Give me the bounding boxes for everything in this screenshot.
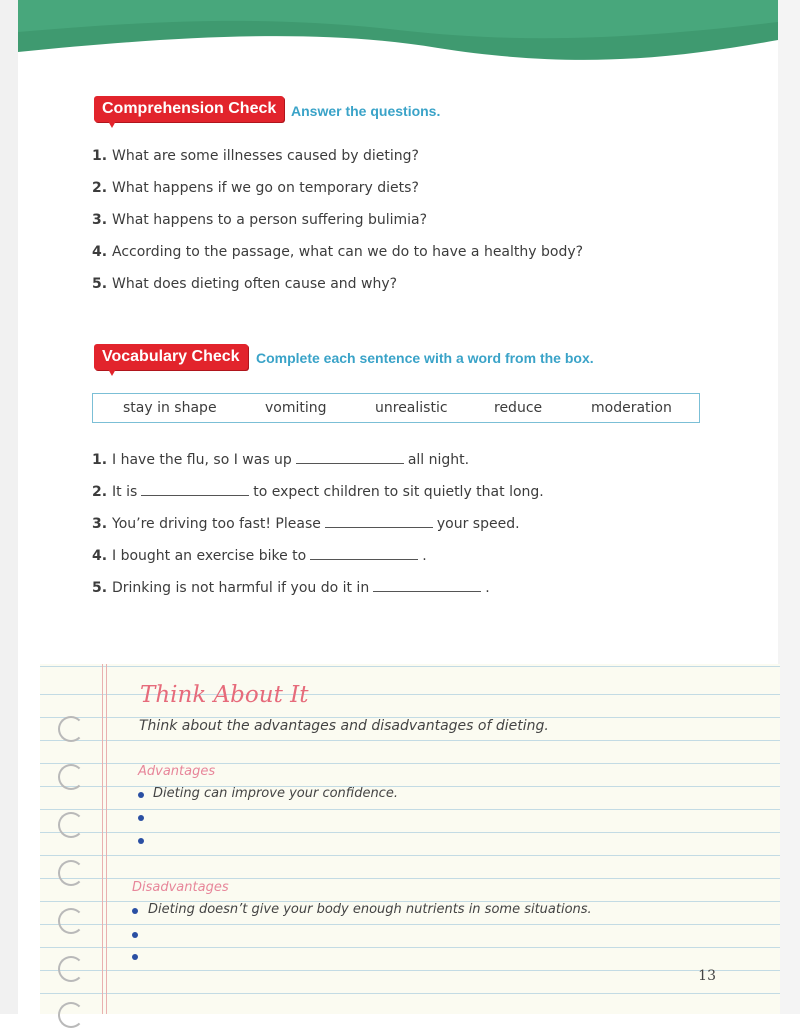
sentence-number: 1. [92,452,108,468]
vocabulary-sentence-list [92,450,544,610]
think-about-it-title: Think About It [140,682,309,708]
sentence-number: 5. [92,580,108,596]
word-box [92,393,700,423]
sentence-start: I bought an exercise bike to [112,548,307,564]
notebook-margin-line [106,664,107,1014]
answer-blank[interactable] [310,547,418,560]
sentence-start: It is [112,484,138,500]
question-text: What happens to a person suffering bulimia? [112,212,428,228]
bullet-icon [132,932,138,938]
page-right-edge [778,0,800,1014]
comprehension-question-list [92,146,583,306]
sentence-end: all night. [407,452,470,468]
page-number: 13 [698,968,716,984]
notebook-ring-icon [58,908,84,934]
bullet-icon [138,815,144,821]
word-box-item: unrealistic [375,400,448,416]
sentence-start: Drinking is not harmful if you do it in [112,580,370,596]
bullet-icon [138,792,144,798]
question-text: What are some illnesses caused by dieting? [112,148,419,164]
question-text: What happens if we go on temporary diets? [112,180,419,196]
advantage-item[interactable]: Dieting can improve your confidence. [153,786,398,801]
question-number: 2. [92,180,108,196]
bullet-icon [138,838,144,844]
sentence-start: You’re driving too fast! Please [112,516,321,532]
think-about-it-notebook [40,664,780,1014]
notebook-ring-icon [58,956,84,982]
vocabulary-check-tag: Vocabulary Check [94,344,248,370]
disadvantages-label: Disadvantages [132,880,229,895]
question-number: 1. [92,148,108,164]
sentence-item [92,514,544,546]
question-number: 3. [92,212,108,228]
sentence-start: I have the flu, so I was up [112,452,292,468]
notebook-margin-line [102,664,103,1014]
sentence-number: 3. [92,516,108,532]
question-item [92,242,583,274]
notebook-ring-icon [58,1002,84,1028]
sentence-number: 2. [92,484,108,500]
sentence-number: 4. [92,548,108,564]
sentence-end: your speed. [436,516,520,532]
question-item [92,146,583,178]
word-box-item: vomiting [265,400,327,416]
question-item [92,274,583,306]
notebook-ring-icon [58,860,84,886]
notebook-ring-icon [58,764,84,790]
question-text: According to the passage, what can we do to have a healthy body? [112,244,584,260]
comprehension-instruction: Answer the questions. [291,103,441,119]
advantages-label: Advantages [138,764,216,779]
word-box-item: reduce [494,400,543,416]
answer-blank[interactable] [373,579,481,592]
sentence-end: to expect children to sit quietly that long. [253,484,544,500]
notebook-ring-icon [58,812,84,838]
question-number: 4. [92,244,108,260]
answer-blank[interactable] [325,515,433,528]
answer-blank[interactable] [296,451,404,464]
disadvantage-item[interactable]: Dieting doesn’t give your body enough nutrients in some situations. [148,902,592,917]
question-text: What does dieting often cause and why? [112,276,398,292]
question-item [92,210,583,242]
notebook-ring-icon [58,716,84,742]
comprehension-check-tag: Comprehension Check [94,96,284,122]
sentence-item [92,450,544,482]
sentence-end: . [422,548,427,564]
page-left-edge [0,0,18,1014]
sentence-end: . [485,580,490,596]
word-box-item: moderation [591,400,672,416]
sentence-item [92,546,544,578]
think-prompt: Think about the advantages and disadvantages of dieting. [139,718,549,734]
vocabulary-instruction: Complete each sentence with a word from the box. [256,350,594,366]
sentence-item [92,578,544,610]
answer-blank[interactable] [141,483,249,496]
bullet-icon [132,954,138,960]
word-box-item: stay in shape [123,400,217,416]
sentence-item [92,482,544,514]
question-number: 5. [92,276,108,292]
green-banner [18,0,778,70]
bullet-icon [132,908,138,914]
question-item [92,178,583,210]
